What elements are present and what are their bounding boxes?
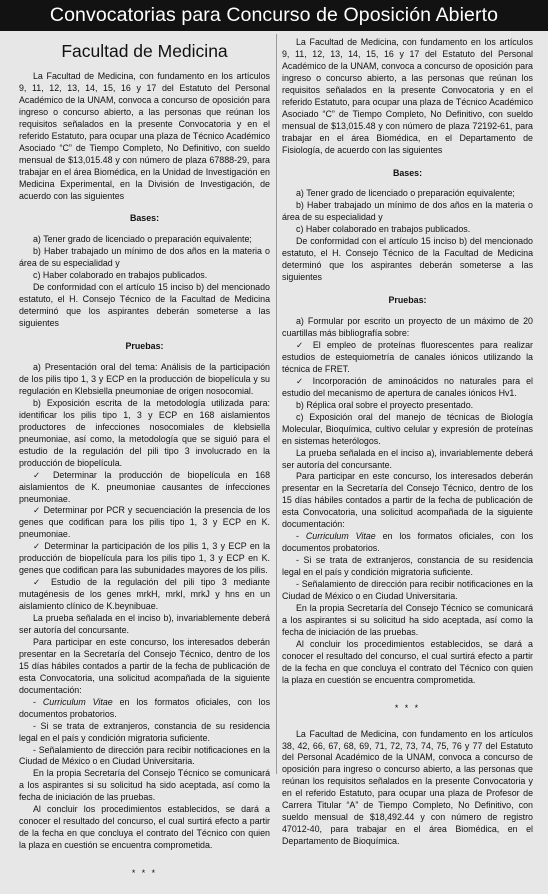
convocatoria-intro: La Facultad de Medicina, con fundamento en los artículos 9, 11, 12, 13, 14, 15, 16 y 17 del Estatuto del Personal Académico de la UNAM, convoca a concurso de oposición para ingreso o concurso abierto, a las personas que reúnan los requisitos señalados en la presente Convocatoria y en el referido Estatuto, para ocupar una plaza de Técnico Académico Asociado “C” de Tiempo Completo, No Definitivo, con sueldo mensual de $13,015.48 y con número de plaza 67888-29, para trabajar en el área Biomédica, en la Unidad de Investigación en Medicina Experimental, en la División de Investigación, de acuerdo con las siguientes	[19, 71, 270, 201]
check-item	[19, 470, 270, 506]
bases-heading: Bases:	[392, 167, 423, 178]
checkmark-icon: ✓	[296, 375, 307, 386]
check-item	[19, 541, 270, 577]
conformidad-paragraph: De conformidad con el artículo 15 inciso b) del mencionado estatuto, el H. Consejo Técnico de la Facultad de Medicina determinó que los aspirantes deberán someterse a las siguientes	[282, 236, 533, 283]
checkmark-icon: ✓	[33, 541, 42, 552]
conformidad-paragraph: De conformidad con el artículo 15 inciso b) del mencionado estatuto, el H. Consejo Técnico de la Facultad de Medicina determinó que los aspirantes deberán someterse a las siguientes	[19, 282, 270, 329]
prueba-authorship: La prueba señalada en el inciso b), invariablemente deberá ser autoría del concursante.	[19, 613, 270, 635]
faculty-heading: Facultad de Medicina	[61, 41, 228, 61]
pruebas-heading: Pruebas:	[388, 295, 427, 306]
secretaria-paragraph: En la propia Secretaría del Consejo Técnico se comunicará a los aspirantes si su solicitud ha sido aceptada, así como la fecha de iniciación de las pruebas.	[282, 602, 533, 637]
document-item: - Curriculum Vitae en los formatos oficiales, con los documentos probatorios.	[282, 531, 534, 554]
column-divider	[276, 34, 277, 774]
separator: * * *	[394, 702, 421, 713]
checkmark-icon: ✓	[33, 505, 41, 516]
document-item: - Señalamiento de dirección para recibir notificaciones en la Ciudad de México o en Ciudad Universitaria.	[19, 744, 270, 767]
checkmark-icon: ✓	[33, 469, 46, 480]
check-text: Incorporación de aminoácidos no naturales para el estudio del mecanismo de apertura de canales iónicos Hv1.	[282, 375, 534, 398]
pruebas-heading: Pruebas:	[125, 341, 164, 352]
document-text: en los formatos oficiales, con los documentos probatorios.	[282, 531, 534, 554]
check-text: El empleo de proteínas fluorescentes para realizar estudios de estequiometría de canales iónicos utilizando la técnica de FRET.	[282, 339, 534, 374]
participar-paragraph: Para participar en este concurso, los interesados deberán presentar en la Secretaría del Consejo Técnico, dentro de los 15 días hábiles contados a partir de la fecha de publicación de esta Convocatoria, una solicitud acompañada de la siguiente documentación:	[282, 471, 533, 530]
convocatoria-intro: La Facultad de Medicina, con fundamento en los artículos 9, 11, 12, 13, 14, 15, 16 y 17 del Estatuto del Personal Académico de la UNAM, convoca a concurso de oposición para ingreso o concurso abierto, a las personas que reúnan los requisitos señalados en la presente Convocatoria y en el referido Estatuto, para ocupar una plaza de Técnico Académico Asociado “C” de Tiempo Completo, No Definitivo, con sueldo mensual de $13,015.48 y con número de plaza 72192-61, para trabajar en el área Biomédica, en el Departamento de Fisiología, de acuerdo con las siguientes	[282, 37, 533, 155]
check-text: Estudio de la regulación del pili tipo 3 mediante mutagénesis de los genes mrkH, mrkI, mrkJ y hns en un aislamiento clínico de K.beynibuae.	[19, 577, 270, 612]
check-text: Determinar la participación de los pilis 1, 3 y ECP en la producción de biopelícula para los pilis tipo 1, 3 y ECP en K. genes que codifican para las subunidades mayores de los pilis.	[19, 541, 271, 576]
separator: * * *	[131, 868, 158, 879]
prueba-item: b) Exposición escrita de la metodología utilizada para: identificar los pilis tipo 1, 3 y ECP en 168 aislamientos productores de infecciones nosocomiales de klebsiella pneumoniae, así como, la metodología que se siguió para el estudio de la regulación del pili tipo 3 involucrado en la producción de biopelícula.	[19, 397, 270, 468]
base-item: b) Haber trabajado un mínimo de dos años en la materia o área de su especialidad y	[282, 200, 533, 223]
document-label: Curriculum Vitae	[305, 531, 376, 542]
right-column	[282, 37, 533, 848]
base-item: a) Tener grado de licenciado o preparación equivalente;	[33, 234, 252, 245]
concluir-paragraph: Al concluir los procedimientos establecidos, se dará a conocer el resultado del concurso, el cual surtirá efecto a partir de la fecha en que concluya el contrato del Técnico con quien la plaza en cuestión se encuentra comprometida.	[19, 804, 270, 851]
check-item	[282, 340, 533, 376]
prueba-item: c) Exposición oral del manejo de técnicas de Biología Molecular, Bioquímica, cultivo celular y expresión de proteínas en sistemas heterólogos.	[282, 411, 533, 446]
prueba-authorship: La prueba señalada en el inciso a), invariablemente deberá ser autoría del concursante.	[282, 447, 533, 470]
checkmark-icon: ✓	[296, 339, 307, 350]
prueba-item: a) Formular por escrito un proyecto de un máximo de 20 cuartillas más bibliografía sobre:	[282, 316, 533, 339]
participar-paragraph: Para participar en este concurso, los interesados deberán presentar en la Secretaría del Consejo Técnico, dentro de los 15 días hábiles contados a partir de la fecha de publicación de esta Convocatoria, una solicitud acompañada de la siguiente documentación:	[19, 636, 270, 695]
check-text: Determinar por PCR y secuenciación la presencia de los genes que codifican para los pilis tipo 1, 3 y ECP en K. pneumoniae.	[19, 505, 271, 540]
document-label: Curriculum Vitae	[42, 696, 113, 707]
check-item	[282, 376, 533, 400]
concluir-paragraph: Al concluir los procedimientos establecidos, se dará a conocer el resultado del concurso, el cual surtirá efecto a partir de la fecha en que concluya el contrato del Técnico con quien la plaza en cuestión se encuentra comprometida.	[282, 638, 533, 685]
base-item: c) Haber colaborado en trabajos publicados.	[33, 270, 208, 281]
base-item: a) Tener grado de licenciado o preparación equivalente;	[296, 188, 515, 199]
check-text: Determinar la producción de biopelícula en 168 aislamientos de K. pneumoniae causantes de infecciones pneumoniae.	[19, 469, 271, 504]
base-item: b) Haber trabajado un mínimo de dos años en la materia o área de su especialidad y	[19, 246, 270, 269]
prueba-item: a) Presentación oral del tema: Análisis de la participación de los pilis tipo 1, 3 y ECP en la producción de biopelícula y su regulación en Klebsiella pneumoniae de origen nosocomial.	[19, 362, 270, 396]
convocatoria-intro: La Facultad de Medicina, con fundamento en los artículos 38, 42, 66, 67, 68, 69, 71, 72, 73, 74, 75, 76 y 77 del Estatuto del Personal Académico de la UNAM, convoca a concurso de oposición para ingreso o concurso abierto, a las personas que reúnan los requisitos señalados en la presente Convocatoria y en el referido Estatuto, para ocupar una plaza de Profesor de Carrera Titular “A” de Tiempo Completo, No Definitivo, con sueldo mensual de $18,492.44 y con número de registro 47012-40, para trabajar en el área Biomédica, en el Departamento de Bioquímica.	[282, 728, 533, 847]
left-column	[19, 37, 270, 894]
document-item: - Curriculum Vitae en los formatos oficiales, con los documentos probatorios.	[19, 696, 271, 719]
secretaria-paragraph: En la propia Secretaría del Consejo Técnico se comunicará a los aspirantes si su solicitud ha sido aceptada, así como la fecha de iniciación de las pruebas.	[19, 768, 270, 803]
checkmark-icon: ✓	[33, 577, 45, 588]
section-banner: Convocatorias para Concurso de Oposición Abierto	[0, 0, 548, 31]
document-item: - Si se trata de extranjeros, constancia de su residencia legal en el país y condición migratoria suficiente.	[19, 720, 270, 743]
check-item	[19, 577, 270, 613]
document-item: - Si se trata de extranjeros, constancia de su residencia legal en el país y condición migratoria suficiente.	[282, 555, 533, 578]
check-item	[19, 505, 270, 541]
prueba-item: b) Réplica oral sobre el proyecto presentado.	[296, 399, 474, 410]
bases-heading: Bases:	[129, 213, 160, 224]
base-item: c) Haber colaborado en trabajos publicados.	[296, 224, 471, 235]
document-text: en los formatos oficiales, con los documentos probatorios.	[19, 696, 271, 719]
document-item: - Señalamiento de dirección para recibir notificaciones en la Ciudad de México o en Ciudad Universitaria.	[282, 579, 533, 601]
